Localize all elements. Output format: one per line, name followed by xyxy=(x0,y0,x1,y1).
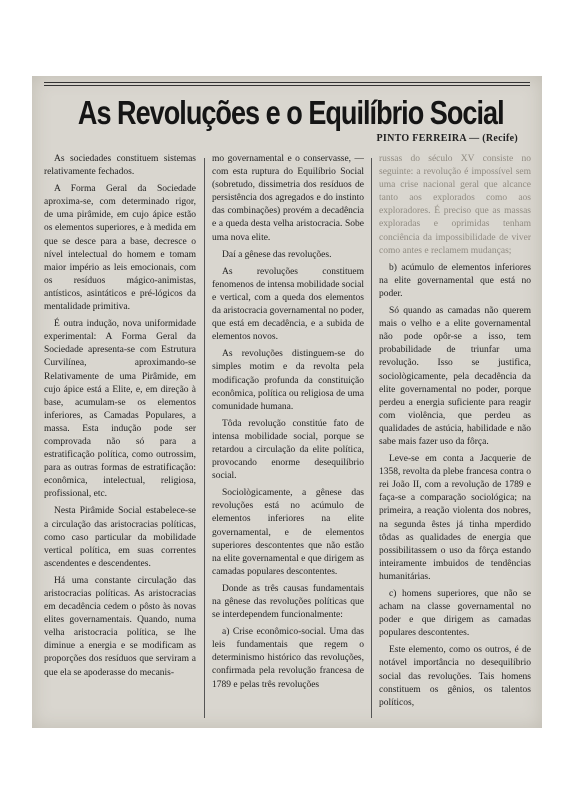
paragraph: Há uma constante circulação das aristocracias políticas. As aristocracias em decadência cedem o pôsto às novas elites governamentais. Quando, numa velha aristocracia política, se lhe diminue a energia e se modificam as proporções dos resíduos que serviram a que ela se apoderasse do mecanis- xyxy=(44,575,196,678)
paragraph: Nesta Pirâmide Social estabelece-se a circulação das aristocracias políticas, como caso particular da mobilidade vertical política, em suas correntes ascendentes e descendentes. xyxy=(44,506,196,569)
paragraph: Leve-se em conta a Jacquerie de 1358, revolta da plebe francesa contra o rei João II, com a revolução de 1789 e faça-se a comparação sociológica; na primeira, a reação violenta dos nobres, na segunda êstes já tinha mperdido tôdas as qualidades de energia que possibilitassem o uso da fôrça estando inteiramente imbuidos de tendências humanitárias. xyxy=(379,454,531,582)
paragraph: russas do século XV consiste no seguinte: a revolução é impossível sem uma crise nacional geral que alcance tanto aos explorados como aos exploradores. É preciso que as massas exploradas e oprimidas tenham conciência da impossibilidade de viver como antes e reclamem mudanças; xyxy=(379,154,531,256)
text-column-2 xyxy=(212,153,364,725)
paragraph: mo governamental e o conservasse, — com esta ruptura do Equilíbrio Social (sobretudo, dissimetria dos resíduos de persistência dos agregados e do instinto das combinações) provém a decadência e a queda desta velha aristocracia. Sobe uma nova elite. xyxy=(212,154,364,243)
paragraph: Sociològicamente, a gênese das revoluções está no acúmulo de elementos inferiores na elite governamental, e de elementos superiores descontentes que não estão na elite governamental e que dirigem as camadas populares descontentes. xyxy=(212,488,364,577)
text-column-3 xyxy=(379,153,531,725)
column-divider xyxy=(204,158,205,718)
top-rule-double xyxy=(44,85,530,86)
paragraph: c) homens superiores, que não se acham na classe governamental no poder e que dirigem as camadas populares descontentes. xyxy=(379,589,531,639)
paragraph: Só quando as camadas não querem mais o velho e a elite governamental não pode opôr-se a isso, tem probabilidade de triunfar uma revolução. Isso se justifica, sociològicamente, pela decadência da elite governamental no poder, porque perdeu a energia suficiente para reagir com violência, que perdeu as qualidades de astúcia, habilidade e não sabe mais fazer uso da fôrça. xyxy=(379,306,531,447)
newspaper-clipping xyxy=(32,76,542,728)
paragraph: As revoluções distinguem-se do simples motim e da revolta pela modificação profunda da constituição econômica, política ou religiosa de uma comunidade humana. xyxy=(212,349,364,412)
paragraph: Tôda revolução constitúe fato de intensa mobilidade social, porque se retardou a circulação da elite política, provocando enorme desequilíbrio social. xyxy=(212,418,364,482)
text-column-1 xyxy=(44,153,196,725)
paragraph: As sociedades constituem sistemas relativamente fechados. xyxy=(44,154,196,178)
paragraph: Donde as três causas fundamentais na gênese das revoluções políticas que se interdependem funcionalmente: xyxy=(212,583,364,621)
article-byline: PINTO FERREIRA — (Recife) xyxy=(376,133,518,144)
paragraph: As revoluções constituem fenomenos de intensa mobilidade social e vertical, com a queda dos elementos da aristocracia governamental no poder, que está em decadência, e a subida de elementos novos. xyxy=(212,266,364,343)
article-title: As Revoluções e o Equilíbrio Social xyxy=(77,94,504,131)
paragraph: a) Crise econômico-social. Uma das leis fundamentais que regem o determinismo histórico das revoluções, confirmada pela revolução francesa de 1789 e pelas três revoluções xyxy=(212,627,364,690)
column-divider xyxy=(371,158,372,718)
paragraph: É outra indução, nova uniformidade experimental: A Forma Geral da Sociedade apresenta-se com Estrutura Curvilínea, aproximando-se Relativamente de uma Pirâmide, em cujo ápice está a Elite, e, em direção à base, acumulam-se os elementos inferiores, as Camadas Populares, a massa. Esta indução pode ser comprovada não só para a estratificação política, como outrossim, para as outras formas de estratificação: econômica, intelectual, religiosa, profissional, etc. xyxy=(44,319,196,500)
top-rule xyxy=(44,82,530,83)
paragraph: b) acúmulo de elementos inferiores na elite governamental que está no poder. xyxy=(379,262,531,299)
paragraph: A Forma Geral da Sociedade aproxima-se, com determinado rigor, de uma pirâmide, em cujo ápice estão os elementos superiores, e à medida em que se desce para a base, decresce o nível intelectual do homem e tomam maior império as leis emocionais, com os resíduos mágico-animistas, antísticos, asintáticos e pré-lógicos da mentalidade primitiva. xyxy=(44,184,196,313)
paragraph: Daí a gênese das revoluções. xyxy=(222,249,332,260)
paragraph: Este elemento, como os outros, é de notável importância no desequilíbrio social das revoluções. Tais homens constituem os gênios, os talentos políticos, xyxy=(379,645,531,708)
